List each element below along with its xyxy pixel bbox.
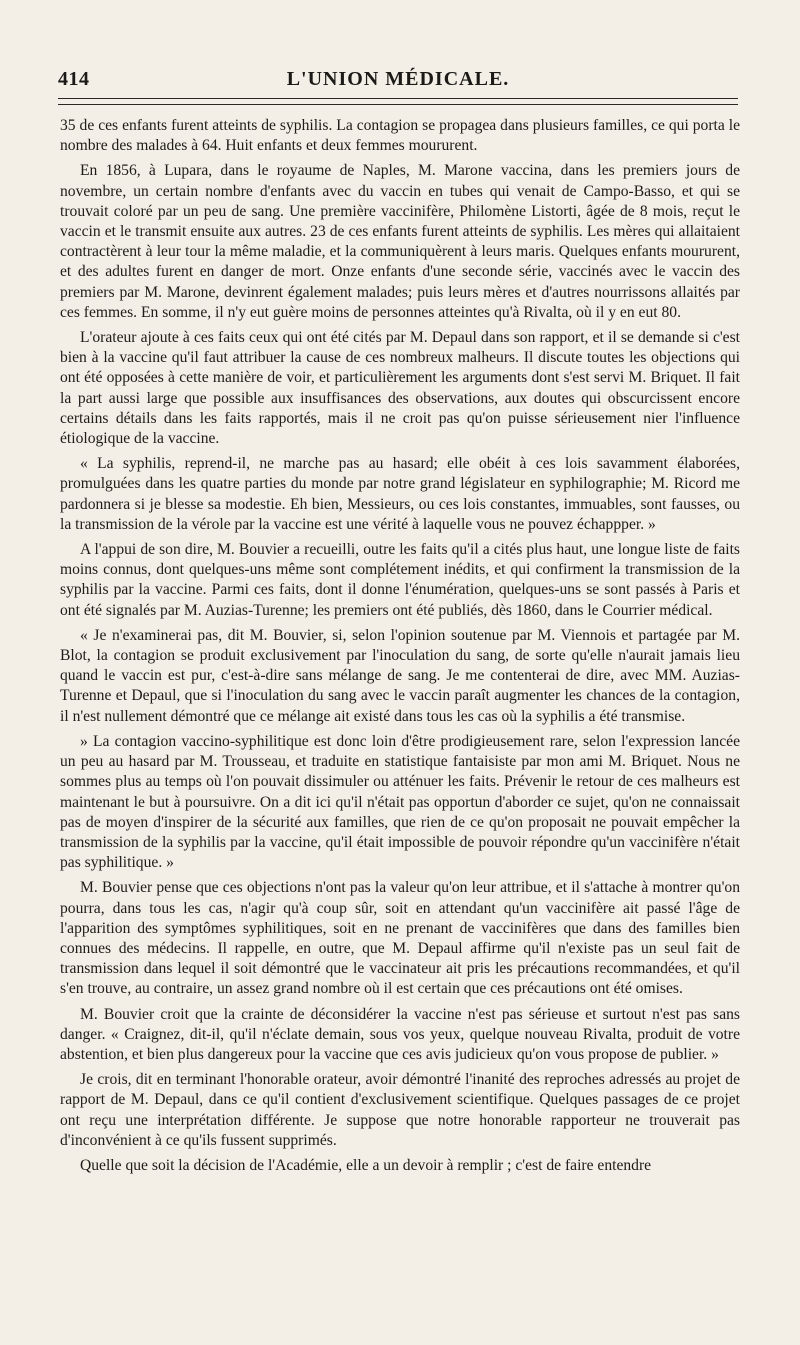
paragraph: » La contagion vaccino-syphilitique est donc loin d'être prodigieusement rare, selon l'expression lancée un peu au hasard par M. Trousseau, et traduite en statistique fantaisiste par mon ami M. Briquet. Nous ne sommes plus au temps où l'on pouvait dissimuler ou atténuer les faits. Prévenir le retour de ces malheurs est maintenant le but à poursuivre. On a dit ici qu'il n'était pas opportun d'aborder ce sujet, qu'on ne connaissait pas de moyen d'inspirer de la sécurité aux familles, que rien de ce qu'on proposait ne pouvait empêcher la transmission de la syphilis par la vaccine, qu'il était impossible de pouvoir répondre qu'un vaccinifère n'était pas syphilitique. » — [60, 732, 740, 872]
header-rule — [58, 98, 738, 99]
paragraph: 35 de ces enfants furent atteints de syphilis. La contagion se propagea dans plusieurs familles, ce qui porta le nombre des malades à 64. Huit enfants et deux femmes moururent. — [60, 117, 740, 155]
paragraph: Quelle que soit la décision de l'Académie, elle a un devoir à remplir ; c'est de faire entendre — [80, 1156, 652, 1174]
header-rule-thin — [58, 104, 738, 105]
paragraph: L'orateur ajoute à ces faits ceux qui ont été cités par M. Depaul dans son rapport, et il se demande si c'est bien à la vaccine qu'il faut attribuer la cause de ces nombreux malheurs. Il discute toutes les objections qui ont été opposées à cette manière de voir, et particulièrement les arguments dont s'est servi M. Briquet. Il fait la part aussi large que possible aux insuffisances des observations, aux doutes qui obscurcissent encore certains détails dans les faits rapportés, mais il ne croit pas qu'on puisse sérieusement nier l'influence étiologique de la vaccine. — [60, 329, 740, 448]
paragraph: A l'appui de son dire, M. Bouvier a recueilli, outre les faits qu'il a cités plus haut, une longue liste de faits moins connus, dont quelques-uns même sont complétement inédits, et qui confirment la transmission de la syphilis par la vaccine. Parmi ces faits, dont il donne l'énumération, quelques-uns se sont passés à Paris et ont été signalés par M. Auzias-Turenne; les premiers ont été publiés, dès 1860, dans le Courrier médical. — [60, 541, 740, 619]
paragraph: M. Bouvier croit que la crainte de déconsidérer la vaccine n'est pas sérieuse et surtout n'est pas sans danger. « Craignez, dit-il, qu'il n'éclate demain, sous vos yeux, quelque nouveau Rivalta, produit de votre abstention, et bien plus dangereux pour la vaccine que ces avis judicieux qu'on vous propose de publier. » — [60, 1005, 740, 1063]
page-number: 414 — [58, 68, 90, 90]
paragraph: Je crois, dit en terminant l'honorable orateur, avoir démontré l'inanité des reproches adressés au projet de rapport de M. Depaul, dans ce qu'il contient d'exclusivement scientifique. Quelques passages de ce projet ont reçu une interprétation différente. Je suppose que notre honorable rapporteur ne trouverait pas d'inconvénient à ce qu'ils fussent supprimés. — [60, 1071, 740, 1149]
page-header — [58, 68, 738, 96]
paragraph: En 1856, à Lupara, dans le royaume de Naples, M. Marone vaccina, dans les premiers jours de novembre, un certain nombre d'enfants avec du vaccin en tubes qui venait de Campo-Basso, et qui se trouvait coloré par un peu de sang. Une première vaccinifère, Philomène Listorti, âgée de 8 mois, reçut le vaccin et le transmit ensuite aux autres. 23 de ces enfants furent atteints de syphilis. Les mères qui allaitaient contractèrent à leur tour la même maladie, et la communiquèrent à leurs maris. Quelques enfants moururent, et des adultes furent en danger de mort. Onze enfants d'une seconde série, vaccinés avec le vaccin des premiers par M. Marone, devinrent également malades; puis leurs mères et d'autres nourrissons allaités par ces femmes. En somme, il n'y eut guère moins de personnes atteintes qu'à Rivalta, où il y en eut 80. — [60, 162, 740, 321]
paragraph: « Je n'examinerai pas, dit M. Bouvier, si, selon l'opinion soutenue par M. Viennois et partagée par M. Blot, la contagion se produit exclusivement par l'inoculation du sang, de sorte qu'elle n'aurait jamais lieu quand le vaccin est pur, c'est-à-dire sans mélange de sang. Je me contenterai de dire, avec MM. Auzias-Turenne et Depaul, que si l'inoculation du sang avec le vaccin paraît augmenter les chances de la contagion, il n'est nullement démontré que ce mélange ait existé dans tous les cas où la syphilis a été transmise. — [60, 626, 740, 725]
article-body — [60, 116, 740, 1181]
paragraph: M. Bouvier pense que ces objections n'ont pas la valeur qu'on leur attribue, et il s'attache à montrer qu'on pourra, dans tous les cas, n'agir qu'à coup sûr, soit en attendant qu'un vaccinifère ait passé l'âge de l'apparition des symptômes syphilitiques, soit en ne prenant de vaccinifères que dans des familles bien connues des médecins. Il rappelle, en outre, que M. Depaul affirme qu'il n'existe pas un seul fait de transmission dans lequel il soit démontré que le vaccinateur ait pris les précautions recommandées, et qu'il s'en trouve, au contraire, un assez grand nombre où il est certain que ces précautions ont été omises. — [60, 879, 740, 998]
paragraph: « La syphilis, reprend-il, ne marche pas au hasard; elle obéit à ces lois savamment élaborées, promulguées dans les quatre parties du monde par notre grand législateur en syphilographie; M. Ricord me pardonnera si je blesse sa modestie. Eh bien, Messieurs, ou ces lois constantes, immuables, sont fausses, ou la transmission de la vérole par la vaccine est une vérité à laquelle vous ne pouvez échappper. » — [60, 455, 740, 533]
running-title: L'UNION MÉDICALE. — [286, 68, 510, 90]
